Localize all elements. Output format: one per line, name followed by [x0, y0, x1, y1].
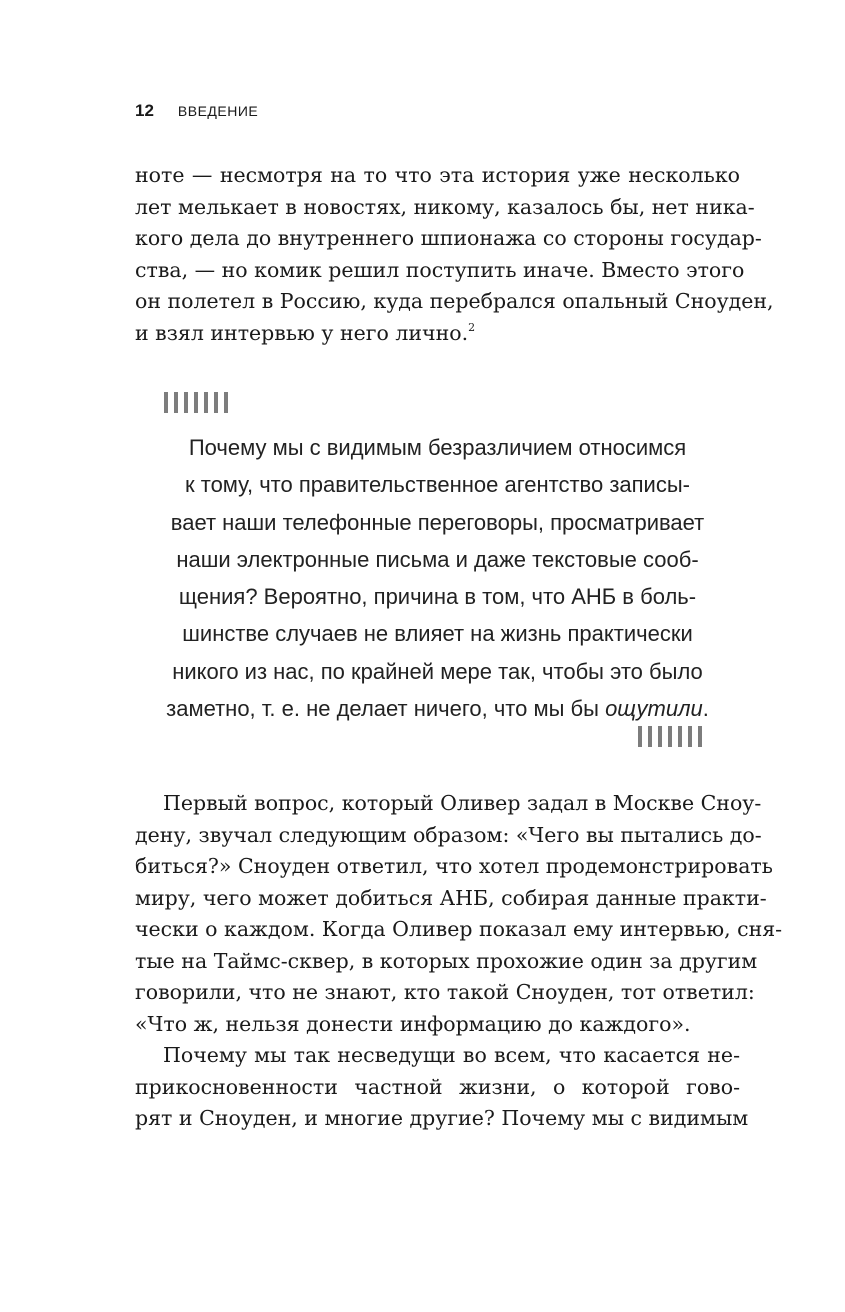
text-line: кого дела до внутреннего шпионажа со стороны государ- — [135, 226, 762, 250]
page-number: 12 — [135, 101, 154, 120]
text-line: говорили, что не знают, кто такой Сноуден, тот ответил: — [135, 980, 755, 1004]
page-header — [135, 101, 258, 121]
quote-line: Почему мы с видимым безразличием относимся — [188, 435, 687, 460]
text-line: «Что ж, нельзя донести информацию до каждого». — [135, 1011, 691, 1036]
paragraph-1 — [135, 160, 774, 349]
quote-line: к тому, что правительственное агентство записы- — [185, 472, 690, 498]
quote-line: шинстве случаев не влияет на жизнь практически — [182, 621, 693, 647]
footnote-reference: 2 — [468, 320, 476, 334]
text-line: Первый вопрос, который Оливер задал в Москве Сноу- — [163, 791, 762, 815]
text-line: дену, звучал следующим образом: «Чего вы пытались до- — [135, 822, 762, 847]
running-head: ВВЕДЕНИЕ — [177, 103, 259, 119]
quote-close-ornament — [638, 726, 702, 747]
quote-line: никого из нас, по крайней мере так, чтобы это было — [172, 658, 703, 684]
text-line: он полетел в Россию, куда перебрался опальный Сноуден, — [135, 289, 774, 313]
quote-line: наши электронные письма и даже текстовые сооб- — [176, 546, 699, 572]
text-line: чески о каждом. Когда Оливер показал ему интервью, сня- — [135, 917, 783, 941]
text-line: ноте — несмотря на то что эта история уже несколько — [135, 163, 740, 187]
text-line: тые на Таймс-сквер, в которых прохожие один за другим — [135, 948, 758, 973]
text-line — [135, 318, 740, 350]
text-line: прикосновенности частной жизни, о которой гово- — [135, 1074, 740, 1099]
quote-line-end: . — [702, 696, 709, 722]
text-line: миру, чего может добиться АНБ, собирая данные практи- — [135, 885, 767, 910]
text-line: лет мелькает в новостях, никому, казалось бы, нет ника- — [135, 194, 755, 219]
quote-line — [150, 690, 725, 727]
quote-emphasis: ощутили — [605, 696, 703, 722]
text-line: биться?» Сноуден ответил, что хотел продемонстрировать — [135, 854, 773, 878]
paragraph-3 — [135, 1040, 749, 1135]
quote-line-text: заметно, т. е. не делает ничего, что мы бы — [166, 696, 606, 722]
text-line: ства, — но комик решил поступить иначе. Вместо этого — [135, 257, 745, 282]
paragraph-2 — [135, 788, 783, 1040]
text-line-content: и взял интервью у него лично. — [135, 320, 469, 345]
quote-line: щения? Вероятно, причина в том, что АНБ в боль- — [178, 584, 697, 610]
quote-line: вает наши телефонные переговоры, просматривает — [170, 509, 705, 535]
pull-quote — [150, 429, 725, 727]
text-line: Почему мы так несведущи во всем, что касается не- — [163, 1043, 740, 1067]
quote-open-ornament — [164, 392, 228, 413]
text-line: рят и Сноуден, и многие другие? Почему мы с видимым — [135, 1106, 749, 1130]
